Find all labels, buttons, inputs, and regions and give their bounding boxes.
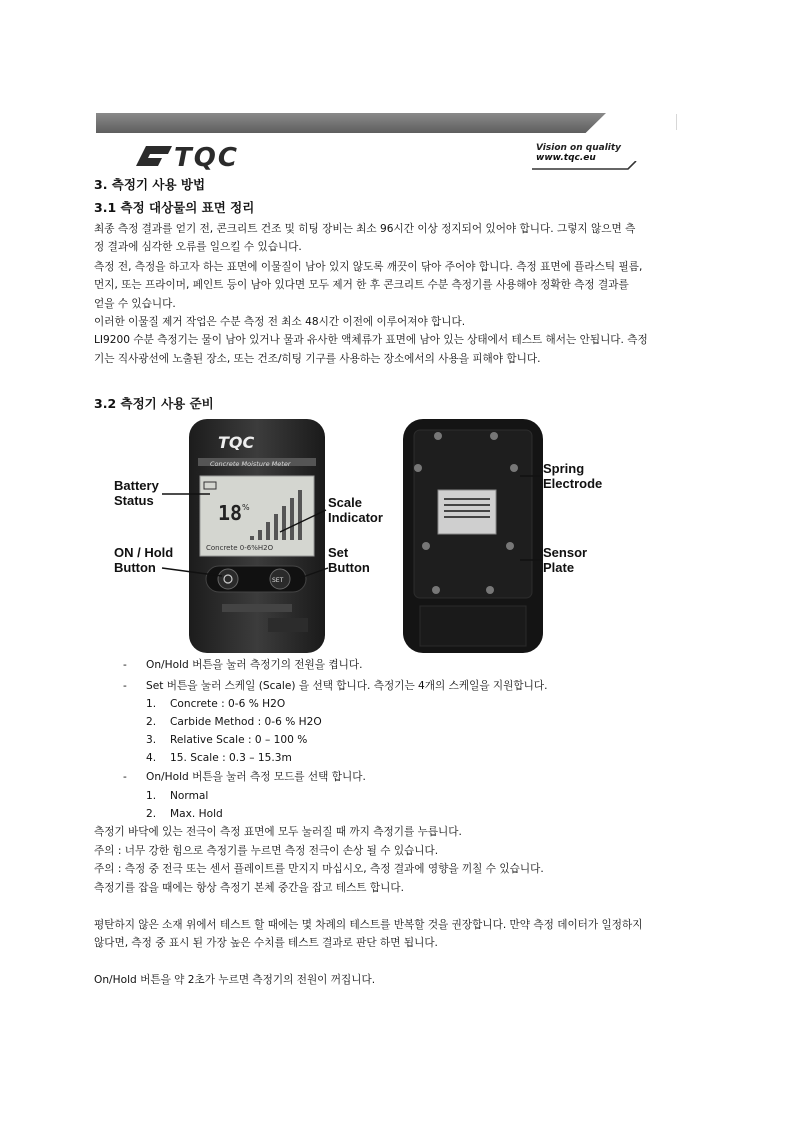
- paragraph-line: LI9200 수분 측정기는 물이 남아 있거나 물과 유사한 액체류가 표면에 남아 있는 상태에서 테스트 해서는 안됩니다. 측정: [94, 334, 648, 346]
- display-value: 18: [218, 501, 243, 525]
- bullet-marker: -: [123, 771, 127, 783]
- callout-text: Scale: [328, 495, 362, 510]
- callout-text: Battery: [114, 478, 159, 493]
- paragraph-line: 평탄하지 않은 소재 위에서 테스트 할 때에는 몇 차례의 테스트를 반복할 것을 권장합니다. 만약 측정 데이터가 일정하지: [94, 919, 643, 931]
- list-number: 2.: [146, 808, 157, 820]
- paragraph-line: 먼지, 또는 프라이머, 페인트 등이 남아 있다면 모두 제거 한 후 콘크리트 수분 측정기를 사용해야 정확한 측정 결과를: [94, 279, 629, 291]
- paragraph-line: On/Hold 버튼을 약 2초가 누르면 측정기의 전원이 꺼집니다.: [94, 974, 376, 986]
- paragraph-line: 측정기를 잡을 때에는 항상 측정기 본체 중간을 잡고 테스트 합니다.: [94, 882, 404, 894]
- callout-text: Indicator: [328, 510, 383, 525]
- section-title: 3. 측정기 사용 방법: [94, 177, 206, 192]
- paragraph-line: 정 결과에 심각한 오류를 일으킬 수 있습니다.: [94, 241, 302, 253]
- logo-text: TQC: [174, 143, 239, 170]
- device-model: Concrete Moisture Meter: [210, 460, 291, 468]
- slogan-line: Vision on quality: [536, 143, 622, 153]
- paragraph-line: 최종 측정 결과를 얻기 전, 콘크리트 건조 및 히팅 장비는 최소 96시간 이상 정지되어 있어야 합니다. 그렇지 않으면 측: [94, 223, 636, 235]
- callout-text: Spring: [543, 461, 585, 476]
- callout-text: Button: [328, 560, 370, 575]
- callout-text: Set: [328, 545, 349, 560]
- display-unit: %: [242, 503, 250, 512]
- device-brand: TQC: [218, 433, 255, 452]
- bullet-item: On/Hold 버튼을 눌러 측정 모드를 선택 합니다.: [146, 771, 366, 783]
- list-number: 4.: [146, 752, 157, 764]
- paragraph-line: 주의 : 측정 중 전극 또는 센서 플레이트를 만지지 마십시오, 측정 결과에 영향을 끼칠 수 있습니다.: [94, 863, 544, 875]
- set-button-label: SET: [272, 577, 284, 584]
- list-item: Normal: [170, 790, 209, 802]
- display-scale: Concrete 0-6%H2O: [206, 544, 274, 552]
- list-item: Max. Hold: [170, 808, 223, 820]
- paragraph-line: 이러한 이물질 제거 작업은 수분 측정 전 최소 48시간 이전에 이루어져야 합니다.: [94, 316, 466, 328]
- callout-text: Electrode: [543, 476, 603, 491]
- bullet-marker: -: [123, 659, 127, 671]
- subsection-title-3-1: 3.1 측정 대상물의 표면 정리: [94, 200, 255, 215]
- callout-text: Plate: [543, 560, 575, 575]
- list-number: 2.: [146, 716, 157, 728]
- paragraph-line: 주의 : 너무 강한 힘으로 측정기를 누르면 측정 전극이 손상 될 수 있습니다.: [94, 845, 439, 857]
- list-item: Carbide Method : 0-6 % H2O: [170, 716, 322, 728]
- subsection-title-3-2: 3.2 측정기 사용 준비: [94, 396, 214, 411]
- callout-text: Sensor: [543, 545, 588, 560]
- list-number: 3.: [146, 734, 157, 746]
- paragraph-line: 얻을 수 있습니다.: [94, 298, 176, 310]
- list-item: 15. Scale : 0.3 – 15.3m: [170, 752, 292, 764]
- list-number: 1.: [146, 698, 157, 710]
- list-item: Relative Scale : 0 – 100 %: [170, 734, 308, 746]
- list-number: 1.: [146, 790, 157, 802]
- bullet-item: Set 버튼을 눌러 스케일 (Scale) 을 선택 합니다. 측정기는 4개의 스케일을 지원합니다.: [146, 680, 548, 692]
- paragraph-line: 측정 전, 측정을 하고자 하는 표면에 이물질이 남아 있지 않도록 깨끗이 닦아 주어야 합니다. 측정 표면에 플라스틱 필름,: [94, 261, 643, 273]
- list-item: Concrete : 0-6 % H2O: [170, 698, 286, 710]
- callout-text: Button: [114, 560, 156, 575]
- bullet-marker: -: [123, 680, 127, 692]
- callout-text: ON / Hold: [114, 545, 174, 560]
- paragraph-line: 측정기 바닥에 있는 전극이 측정 표면에 모두 눌러질 때 까지 측정기를 누릅니다.: [94, 826, 462, 838]
- slogan-url: www.tqc.eu: [536, 153, 596, 163]
- paragraph-line: 않다면, 측정 중 표시 된 가장 높은 수치를 테스트 결과로 판단 하면 됩니다.: [94, 937, 438, 949]
- callout-text: Status: [114, 493, 154, 508]
- bullet-item: On/Hold 버튼을 눌러 측정기의 전원을 켭니다.: [146, 659, 363, 671]
- paragraph-line: 기는 직사광선에 노출된 장소, 또는 건조/히팅 기구를 사용하는 장소에서의 사용을 피해야 합니다.: [94, 353, 541, 365]
